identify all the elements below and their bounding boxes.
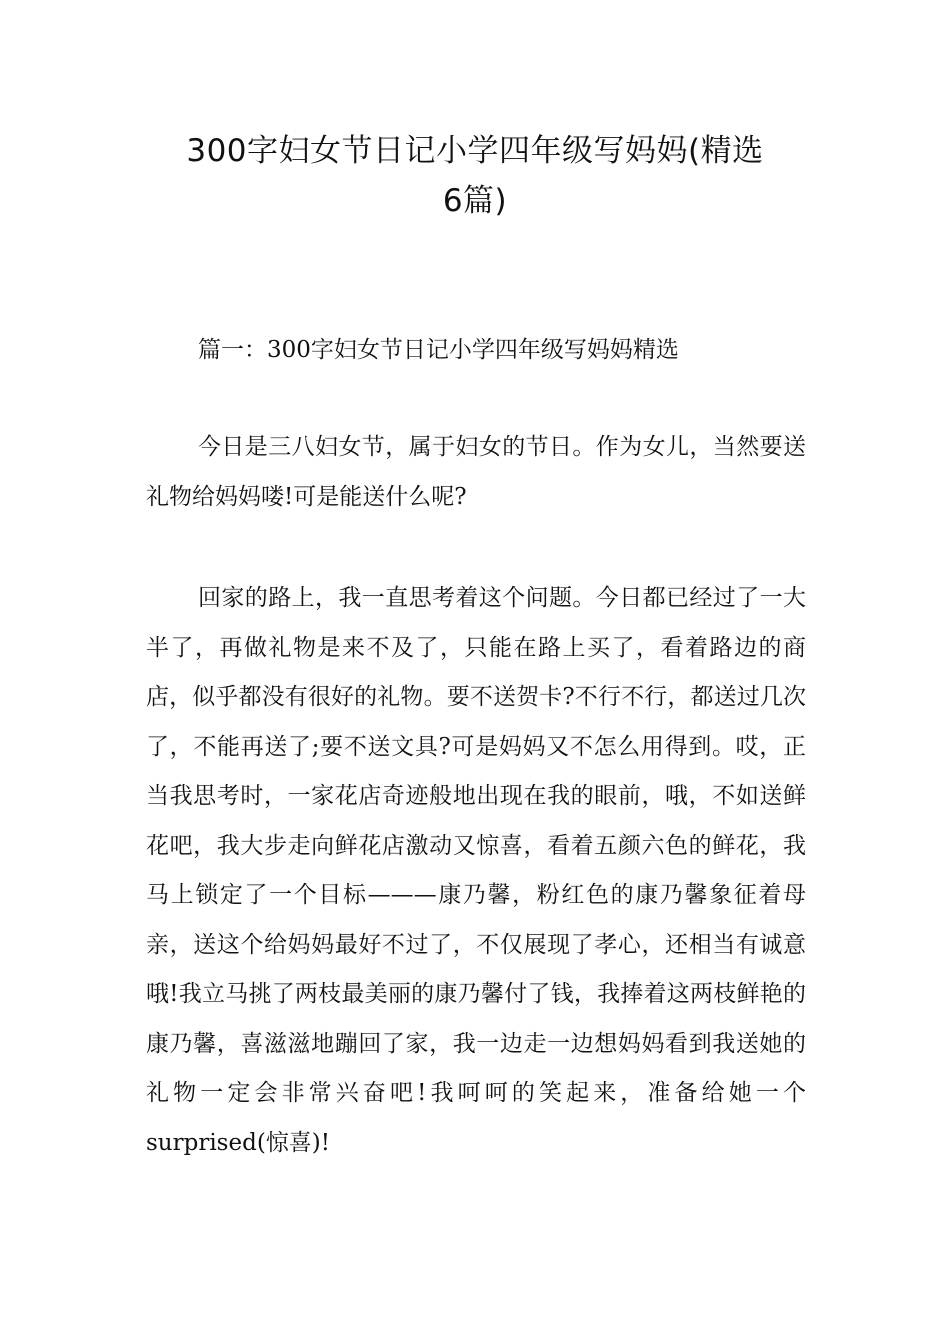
document-title bbox=[120, 126, 830, 226]
title-line-1: 300字妇女节日记小学四年级写妈妈(精选 bbox=[186, 133, 764, 169]
paragraph-1: 今日是三八妇女节，属于妇女的节日。作为女儿，当然要送礼物给妈妈喽!可是能送什么呢? bbox=[146, 434, 806, 510]
paragraph-2: 回家的路上，我一直思考着这个问题。今日都已经过了一大半了，再做礼物是来不及了，只能在路上买了，看着路边的商店，似乎都没有很好的礼物。要不送贺卡?不行不行，都送过几次了，不能再送了;要不送文具?可是妈妈又不怎么用得到。哎，正当我思考时，一家花店奇迹般地出现在我的眼前，哦，不如送鲜花吧，我大步走向鲜花店激动又惊喜，看着五颜六色的鲜花，我马上锁定了一个目标———康乃馨，粉红色的康乃馨象征着母亲，送这个给妈妈最好不过了，不仅展现了孝心，还相当有诚意哦!我立马挑了两枝最美丽的康乃馨付了钱，我捧着这两枝鲜艳的康乃馨，喜滋滋地蹦回了家，我一边走一边想妈妈看到我送她的礼物一定会非常兴奋吧!我呵呵的笑起来，准备给她一个surprised(惊喜)! bbox=[146, 585, 806, 1156]
section-heading: 篇一：300字妇女节日记小学四年级写妈妈精选 bbox=[198, 337, 679, 363]
title-line-2: 6篇) bbox=[442, 183, 508, 219]
